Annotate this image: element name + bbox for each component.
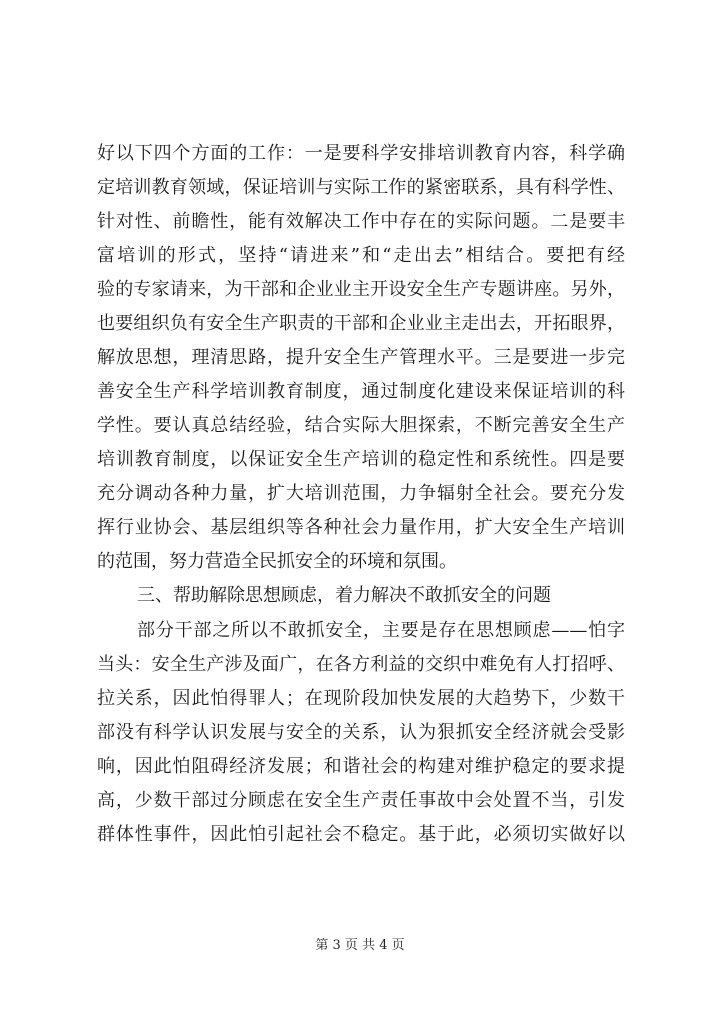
paragraph-1-line: 的范围，努力营造全民抓安全的环境和氛围。 [97, 551, 457, 572]
paragraph-2-line: 响，因此怕阻碍经济发展；和谐社会的构建对维护稳定的要求提 [97, 756, 625, 777]
paragraph-1-line: 也要组织负有安全生产职责的干部和企业业主走出去，开拓眼界， [97, 313, 625, 334]
paragraph-2-line: 当头：安全生产涉及面广，在各方利益的交织中难免有人打招呼、 [97, 654, 625, 675]
paragraph-1-line: 解放思想，理清思路，提升安全生产管理水平。三是要进一步完 [97, 347, 625, 368]
paragraph-1-line: 充分调动各种力量，扩大培训范围，力争辐射全社会。要充分发 [97, 483, 625, 504]
paragraph-1-line: 培训教育制度，以保证安全生产培训的稳定性和系统性。四是要 [97, 449, 625, 470]
paragraph-2-line: 高，少数干部过分顾虑在安全生产责任事故中会处置不当，引发 [97, 790, 625, 811]
paragraph-1-line: 好以下四个方面的工作：一是要科学安排培训教育内容，科学确 [97, 143, 625, 164]
paragraph-1-line: 善安全生产科学培训教育制度，通过制度化建设来保证培训的科 [97, 381, 625, 402]
paragraph-2-line: 部分干部之所以不敢抓安全，主要是存在思想顾虑——怕字 [137, 620, 625, 641]
paragraph-2-line: 部没有科学认识发展与安全的关系，认为狠抓安全经济就会受影 [97, 722, 625, 743]
paragraph-1-line: 针对性、前瞻性，能有效解决工作中存在的实际问题。二是要丰 [97, 211, 625, 232]
paragraph-1-line: 验的专家请来，为干部和企业业主开设安全生产专题讲座。另外， [97, 279, 625, 300]
paragraph-1-line: 富培训的形式，坚持“请进来”和“走出去”相结合。要把有经 [97, 245, 625, 266]
paragraph-2-line: 拉关系，因此怕得罪人；在现阶段加快发展的大趋势下，少数干 [97, 688, 625, 709]
page-number-footer: 第 3 页 共 4 页 [315, 938, 405, 953]
paragraph-2-line: 群体性事件，因此怕引起社会不稳定。基于此，必须切实做好以 [97, 824, 625, 845]
section-heading: 三、帮助解除思想顾虑，着力解决不敢抓安全的问题 [137, 585, 551, 606]
paragraph-1-line: 挥行业协会、基层组织等各种社会力量作用，扩大安全生产培训 [97, 517, 625, 538]
paragraph-1-line: 定培训教育领域，保证培训与实际工作的紧密联系，具有科学性、 [97, 177, 625, 198]
paragraph-1-line: 学性。要认真总结经验，结合实际大胆探索，不断完善安全生产 [97, 415, 625, 436]
